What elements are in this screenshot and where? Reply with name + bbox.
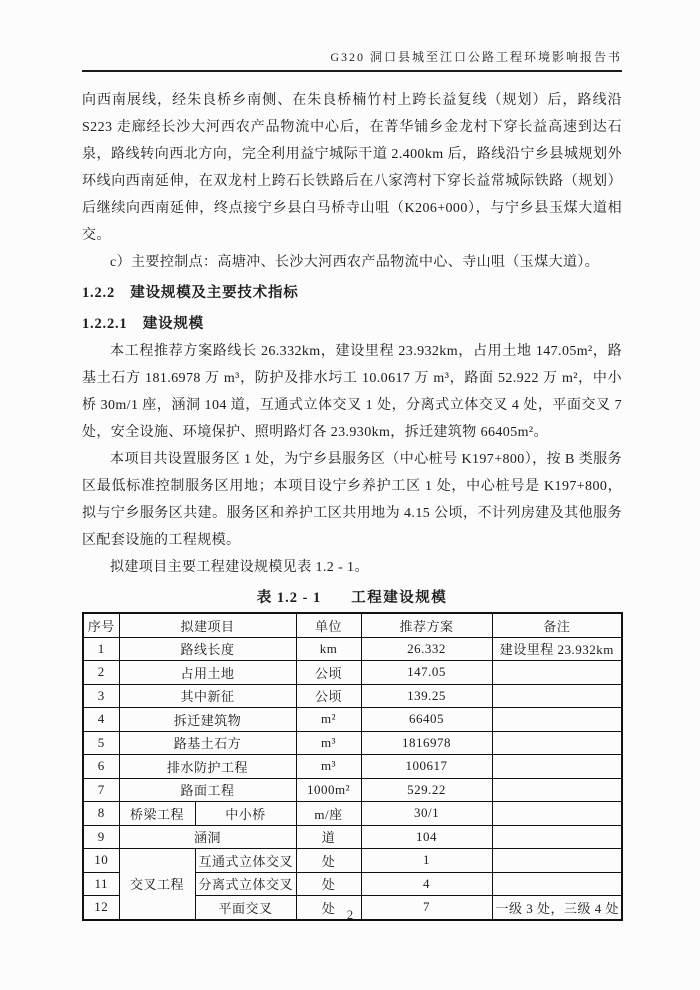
page-number: 2	[346, 908, 354, 922]
cell-unit: 处	[296, 896, 361, 920]
cell-item-sub: 分离式立体交叉	[195, 872, 296, 896]
cell-item: 路线长度	[119, 637, 296, 661]
cell-note	[492, 731, 622, 755]
construction-scale-table	[82, 612, 623, 921]
column-header-item: 拟建项目	[119, 613, 296, 637]
cell-note	[492, 708, 622, 732]
cell-note	[492, 661, 622, 685]
cell-unit: 公顷	[296, 661, 361, 685]
cell-unit: 处	[296, 849, 361, 873]
table-row	[83, 825, 622, 849]
cell-note	[492, 755, 622, 779]
table-row	[83, 684, 622, 708]
cell-item-sub: 中小桥	[195, 802, 296, 826]
heading-1-2-2-1: 1.2.2.1 建设规模	[82, 316, 204, 332]
header-title: G320 洞口县城至江口公路工程环境影响报告书	[330, 50, 622, 64]
cell-plan: 104	[361, 825, 492, 849]
cell-note: 一级 3 处，三级 4 处	[492, 896, 622, 920]
table-row	[83, 731, 622, 755]
cell-note	[492, 802, 622, 826]
cell-plan: 4	[361, 872, 492, 896]
cell-no: 6	[83, 755, 119, 779]
cell-no: 1	[83, 637, 119, 661]
cell-item: 涵洞	[119, 825, 296, 849]
cell-unit: m³	[296, 755, 361, 779]
cell-unit: m/座	[296, 802, 361, 826]
cell-no: 4	[83, 708, 119, 732]
cell-item: 排水防护工程	[119, 755, 296, 779]
cell-unit: 1000m²	[296, 778, 361, 802]
table-row	[83, 708, 622, 732]
column-header-unit: 单位	[296, 613, 361, 637]
cell-item: 其中新征	[119, 684, 296, 708]
cell-plan: 1	[361, 849, 492, 873]
page-content	[82, 87, 622, 921]
paragraph-construction-scale: 本工程推荐方案路线长 26.332km，建设里程 23.932km，占用土地 147.05m²，路基土石方 181.6978 万 m³，防护及排水圬工 10.0617 万 m³，路面 52.922 万 m²，中小桥 30m/1 座，涵洞 104 道，互通式立体交叉 1 处，分离式立体交叉 4 处，平面交叉 7 处，安全设施、环境保护、照明路灯各 23.930km，拆迁建筑物 66405m²。	[82, 344, 622, 440]
cell-item: 占用土地	[119, 661, 296, 685]
column-header-note: 备注	[492, 613, 622, 637]
column-header-plan: 推荐方案	[361, 613, 492, 637]
cell-no: 12	[83, 896, 119, 920]
cell-plan: 139.25	[361, 684, 492, 708]
cell-plan: 30/1	[361, 802, 492, 826]
cell-item-sub: 平面交叉	[195, 896, 296, 920]
cell-item: 拆迁建筑物	[119, 708, 296, 732]
cell-plan: 66405	[361, 708, 492, 732]
paragraph-table-reference: 拟建项目主要工程建设规模见表 1.2 - 1。	[110, 560, 369, 575]
table-header-row	[83, 613, 622, 637]
heading-1-2-2: 1.2.2 建设规模及主要技术指标	[82, 285, 299, 301]
cell-no: 3	[83, 684, 119, 708]
cell-no: 7	[83, 778, 119, 802]
cell-unit: km	[296, 637, 361, 661]
cell-no: 9	[83, 825, 119, 849]
cell-plan: 7	[361, 896, 492, 920]
cell-note	[492, 849, 622, 873]
cell-note: 建设里程 23.932km	[492, 637, 622, 661]
cell-plan: 100617	[361, 755, 492, 779]
cell-note	[492, 825, 622, 849]
table-row	[83, 755, 622, 779]
paragraph-route-description: 向西南展线，经朱良桥乡南侧、在朱良桥楠竹村上跨长益复线（规划）后，路线沿 S223 走廊经长沙大河西农产品物流中心后，在菁华铺乡金龙村下穿长益高速到达石泉，路线转向西北方向，完全利用益宁城际干道 2.400km 后，路线沿宁乡县城规划外环线向西南延伸，在双龙村上跨石长铁路后在八家湾村下穿长益常城际铁路（规划）后继续向西南延伸，终点接宁乡县白马桥寺山咀（K206+000），与宁乡县玉煤大道相交。	[82, 93, 622, 243]
cell-unit: 道	[296, 825, 361, 849]
cell-plan: 147.05	[361, 661, 492, 685]
cell-plan: 26.332	[361, 637, 492, 661]
cell-no: 10	[83, 849, 119, 873]
cell-unit: 处	[296, 872, 361, 896]
table-row	[83, 849, 622, 873]
running-header	[82, 0, 622, 72]
cell-item: 路面工程	[119, 778, 296, 802]
table-row	[83, 661, 622, 685]
table-caption	[82, 586, 622, 610]
table-caption-label: 表 1.2 - 1	[256, 590, 322, 606]
cell-item: 路基土石方	[119, 731, 296, 755]
cell-unit: m³	[296, 731, 361, 755]
paragraph-service-area: 本项目共设置服务区 1 处，为宁乡县服务区（中心桩号 K197+800），按 B 类服务区最低标准控制服务区用地；本项目设宁乡养护工区 1 处，中心桩号是 K197+800，拟与宁乡服务区共建。服务区和养护工区共用地为 4.15 公顷，不计列房建及其他服务区配套设施的工程规模。	[82, 452, 622, 548]
cell-unit: m²	[296, 708, 361, 732]
table-row	[83, 778, 622, 802]
column-header-no: 序号	[83, 613, 119, 637]
cell-no: 2	[83, 661, 119, 685]
cell-plan: 1816978	[361, 731, 492, 755]
cell-item-sub: 互通式立体交叉	[195, 849, 296, 873]
table-caption-title: 工程建设规模	[351, 590, 448, 606]
cell-no: 11	[83, 872, 119, 896]
table-row	[83, 637, 622, 661]
paragraph-control-points: c）主要控制点：高塘冲、长沙大河西农产品物流中心、寺山咀（玉煤大道）。	[110, 255, 600, 270]
cell-item-group: 交叉工程	[119, 849, 195, 920]
cell-note	[492, 872, 622, 896]
table-row	[83, 802, 622, 826]
cell-no: 5	[83, 731, 119, 755]
cell-no: 8	[83, 802, 119, 826]
cell-note	[492, 778, 622, 802]
cell-unit: 公顷	[296, 684, 361, 708]
cell-item-group: 桥梁工程	[119, 802, 195, 826]
cell-note	[492, 684, 622, 708]
cell-plan: 529.22	[361, 778, 492, 802]
